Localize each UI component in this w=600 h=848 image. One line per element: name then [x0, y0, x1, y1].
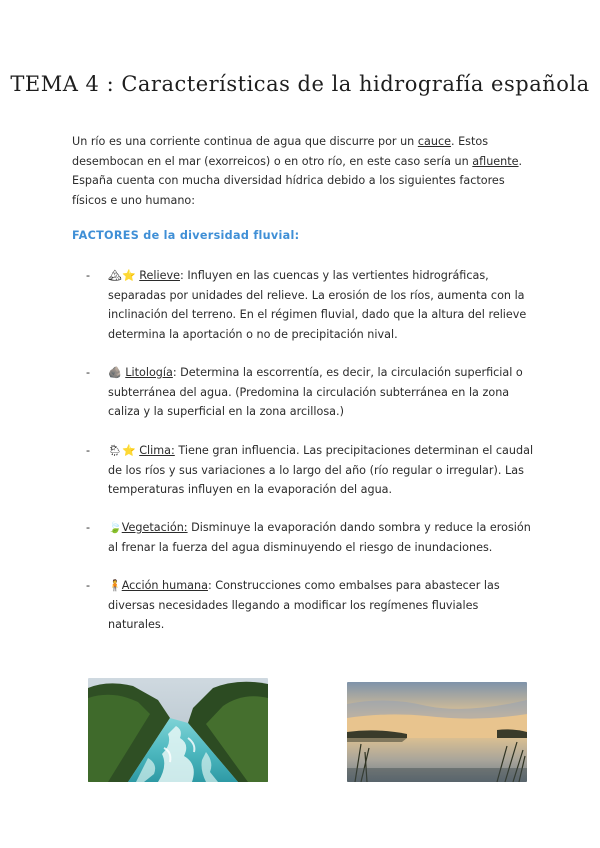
factor-description: : Construcciones como embalses para abastecer las diversas necesidades llegando a modificar los regímenes fluviales naturales.	[108, 579, 500, 631]
mountain-star-icon: 🏔⭐	[108, 269, 136, 282]
intro-paragraph	[72, 132, 542, 210]
intro-text-2: . Estos desembocan en el mar (exorreicos) o en otro río, en este caso sería un	[72, 135, 489, 168]
factor-term: Litología	[125, 366, 173, 379]
factor-term: Relieve	[139, 269, 180, 282]
list-dash: -	[86, 444, 91, 457]
factor-description: : Determina la escorrentía, es decir, la circulación superficial o subterránea del agua. (Predomina la circulación subterránea en la zona caliza y la superficial en la zona arcillosa.)	[108, 366, 523, 418]
rock-icon: 🪨	[108, 366, 122, 379]
list-dash: -	[86, 521, 91, 534]
weather-star-icon: 🌦⭐	[108, 444, 136, 457]
factor-term: Clima:	[139, 444, 175, 457]
factor-term: Acción humana	[121, 579, 208, 592]
factor-term: Vegetación:	[121, 521, 188, 534]
intro-text-1: Un río es una corriente continua de agua que discurre por un	[72, 135, 418, 148]
river-rapids-photo	[88, 678, 268, 782]
factor-description: Tiene gran influencia. Las precipitaciones determinan el caudal de los ríos y sus variaciones a lo largo del año (río regular o irregular). Las temperaturas influyen en la evaporación del agua.	[108, 444, 534, 496]
term-cauce: cauce	[417, 135, 451, 148]
leaf-icon: 🍃	[108, 521, 122, 534]
list-dash: -	[86, 579, 91, 592]
list-dash: -	[86, 366, 91, 379]
page-title: TEMA 4 : Características de la hidrografía española	[10, 72, 590, 96]
lake-sunset-photo	[347, 682, 527, 782]
term-afluente: afluente	[472, 154, 519, 168]
list-dash: -	[86, 269, 91, 282]
intro-text-3: . España cuenta con mucha diversidad hídrica debido a los siguientes factores físicos e uno humano:	[72, 154, 523, 207]
factor-description: : Influyen en las cuencas y las vertientes hidrográficas, separadas por unidades del relieve. La erosión de los ríos, aumenta con la inclinación del terreno. En el régimen fluvial, dado que la altura del relieve determina la aportación o no de precipitación nival.	[108, 269, 527, 341]
person-icon: 🧍	[108, 579, 122, 592]
section-heading: FACTORES de la diversidad fluvial:	[72, 229, 300, 242]
factor-description: Disminuye la evaporación dando sombra y reduce la erosión al frenar la fuerza del agua disminuyendo el riesgo de inundaciones.	[108, 521, 531, 554]
